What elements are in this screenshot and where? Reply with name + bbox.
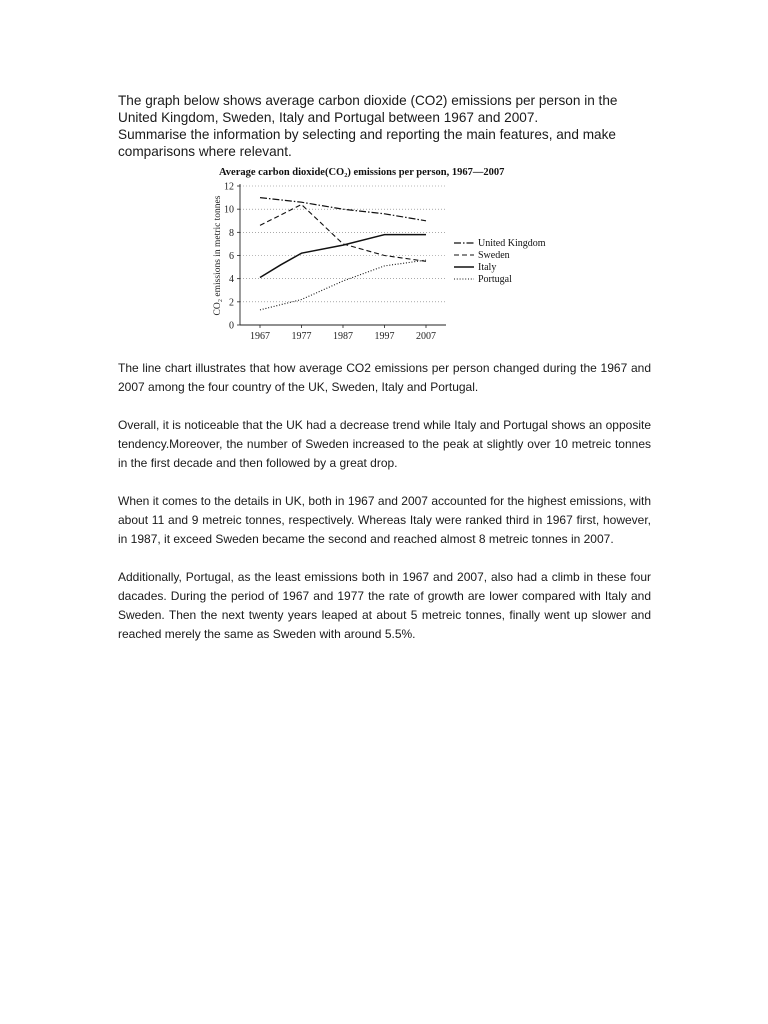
series-line-portugal <box>260 260 426 310</box>
emissions-chart <box>200 162 562 348</box>
y-axis-label: CO₂ emissions in metric tonnes <box>213 195 223 316</box>
series-line-italy <box>260 235 426 278</box>
chart-title: Average carbon dioxide(CO₂) emissions per person, 1967—2007 <box>219 167 505 178</box>
x-tick-label-2007: 2007 <box>416 331 436 342</box>
y-tick-label-4: 4 <box>229 274 234 286</box>
prompt-line-2: Summarise the information by selecting and reporting the main features, and make comparisons where relevant. <box>118 127 616 159</box>
legend-label-portugal: Portugal <box>478 274 512 285</box>
legend-label-sweden: Sweden <box>478 250 510 261</box>
x-tick-label-1977: 1977 <box>291 331 312 342</box>
task-prompt <box>118 92 658 160</box>
x-tick-label-1997: 1997 <box>374 331 395 342</box>
x-tick-label-1967: 1967 <box>250 331 270 342</box>
y-tick-label-0: 0 <box>229 320 234 332</box>
essay <box>118 359 651 663</box>
y-tick-label-6: 6 <box>229 251 234 262</box>
essay-paragraph-1: The line chart illustrates that how average CO2 emissions per person changed during the 1967 and 2007 among the four country of the UK, Sweden, Italy and Portugal. <box>118 361 651 394</box>
y-tick-label-2: 2 <box>229 297 234 309</box>
x-tick-label-1987: 1987 <box>333 331 353 342</box>
series-line-sweden <box>260 205 426 262</box>
legend-label-italy: Italy <box>478 262 497 273</box>
chart-svg <box>200 162 562 348</box>
prompt-line-1: The graph below shows average carbon dioxide (CO2) emissions per person in the United Kingdom, Sweden, Italy and Portugal between 1967 and 2007. <box>118 93 618 125</box>
y-tick-label-8: 8 <box>229 227 234 239</box>
essay-paragraph-3: When it comes to the details in UK, both in 1967 and 2007 accounted for the highest emissions, with about 11 and 9 metreic tonnes, respectively. Whereas Italy were ranked third in 1967 first, however, in 1987, it exceed Sweden became the second and reached almost 8 metreic tonnes in 2007. <box>118 494 651 546</box>
legend-label-united-kingdom: United Kingdom <box>478 238 546 249</box>
y-tick-label-10: 10 <box>224 204 234 216</box>
y-tick-label-12: 12 <box>224 181 234 193</box>
essay-paragraph-4: Additionally, Portugal, as the least emissions both in 1967 and 2007, also had a climb in these four dacades. During the period of 1967 and 1977 the rate of growth are lower compared with Italy and Sweden. Then the next twenty years leaped at about 5 metreic tonnes, finally went up slower and reached merely the same as Sweden with around 5.5%. <box>118 570 651 641</box>
essay-paragraph-2: Overall, it is noticeable that the UK had a decrease trend while Italy and Portugal shows an opposite tendency.Moreover, the number of Sweden increased to the peak at slightly over 10 metreic tonnes in the first decade and then followed by a great drop. <box>118 418 651 470</box>
